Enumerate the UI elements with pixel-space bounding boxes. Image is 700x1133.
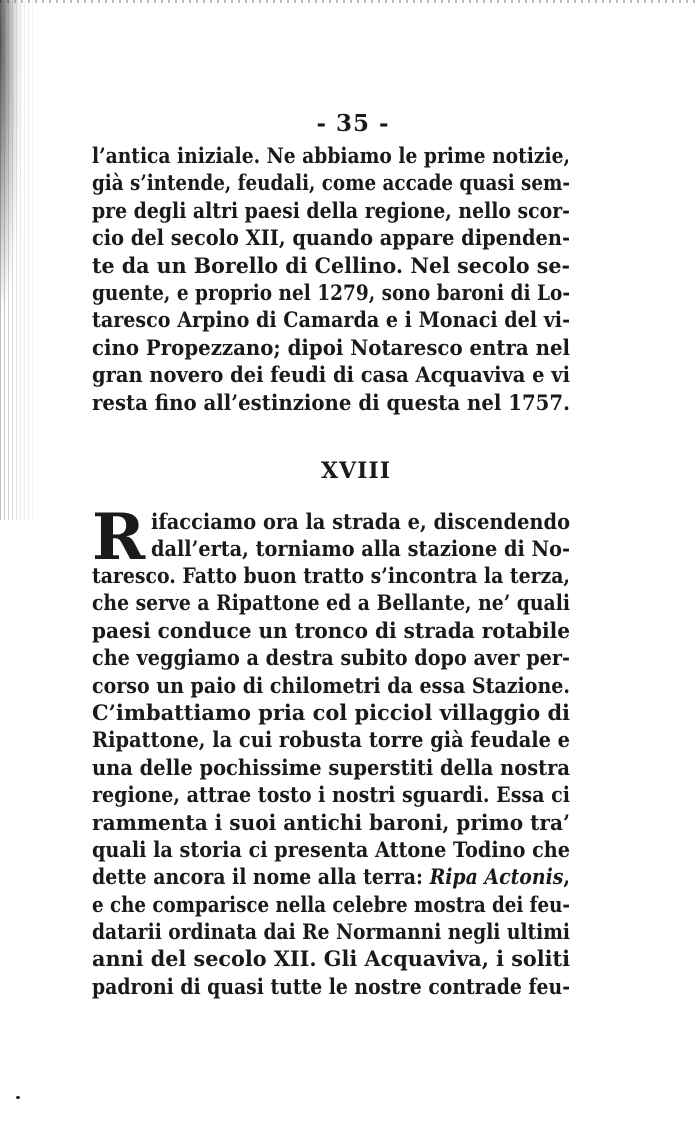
drop-cap: R [92, 500, 146, 575]
text-line: una delle pochissime superstiti della nostra [92, 755, 570, 781]
text-line: l’antica iniziale. Ne abbiamo le prime notizie, [92, 144, 570, 169]
text-line: quali la storia ci presenta Attone Todino che [92, 837, 570, 863]
text-line: guente, e proprio nel 1279, sono baroni di Lo- [92, 280, 570, 306]
text-line: C’imbattiamo pria col picciol villaggio di [92, 700, 570, 726]
text-line: datarii ordinata dai Re Normanni negli ultimi [92, 920, 570, 946]
text-line: rammenta i suoi antichi baroni, primo tra’ [92, 810, 570, 836]
text-segment: dette ancora il nome alla terra: [92, 865, 430, 891]
text-line: padroni di quasi tutte le nostre contrade feu- [92, 974, 570, 1000]
text-line: paesi conduce un tronco di strada rotabile [92, 618, 570, 644]
text-line: cino Propezzano; dipoi Notaresco entra nel [92, 335, 570, 361]
text-line: cio del secolo XII, quando appare dipenden- [92, 226, 570, 252]
text-line: ifacciamo ora la strada e, discendendo [151, 510, 570, 535]
text-line: taresco. Fatto buon tratto s’incontra la terza, [92, 564, 570, 589]
scan-shadow-left-edge [0, 0, 42, 520]
text-segment: , [563, 865, 570, 891]
text-line-with-italic [92, 864, 570, 891]
text-line: anni del secolo XII. Gli Acquaviva, i soliti [92, 947, 570, 973]
section-heading: XVIII [320, 458, 391, 484]
text-line: gran novero dei feudi di casa Acquaviva e vi [92, 363, 570, 389]
text-line: taresco Arpino di Camarda e i Monaci del vi- [92, 308, 570, 334]
scan-speck [16, 1096, 20, 1099]
text-line: pre degli altri paesi della regione, nello scor- [92, 198, 570, 224]
text-line: che serve a Ripattone ed a Bellante, ne’ quali [92, 591, 570, 617]
text-line: resta fino all’estinzione di questa nel 1757. [92, 390, 570, 416]
italic-latin-name: Ripa Actonis [429, 865, 564, 891]
page-number: - 35 - [316, 110, 390, 137]
scan-shadow-top-edge [0, 0, 700, 3]
text-line: Ripattone, la cui robusta torre già feudale e [92, 728, 570, 754]
text-line: te da un Borello di Cellino. Nel secolo se- [92, 253, 570, 279]
text-line: regione, attrae tosto i nostri sguardi. Essa ci [92, 783, 570, 809]
text-line: e che comparisce nella celebre mostra dei feu- [92, 892, 570, 918]
text-line: dall’erta, torniamo alla stazione di No- [151, 537, 570, 563]
drop-cap-indented-lines [151, 509, 570, 564]
text-line: che veggiamo a destra subito dopo aver per- [92, 646, 570, 672]
text-line: già s’intende, feudali, come accade quasi sem- [92, 171, 570, 197]
paragraph-1 [92, 143, 570, 417]
paragraph-2-opening [92, 500, 570, 575]
paragraph-2-body [92, 563, 570, 1001]
text-line: corso un paio di chilometri da essa Stazione. [92, 673, 570, 699]
